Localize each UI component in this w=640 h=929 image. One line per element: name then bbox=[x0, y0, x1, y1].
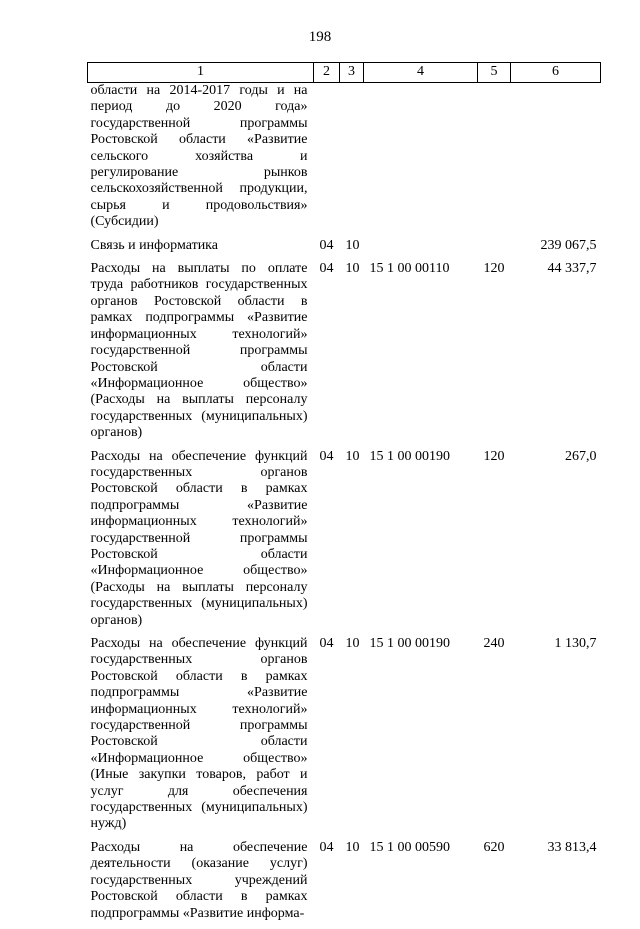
row-amount: 33 813,4 bbox=[547, 839, 597, 855]
row-description: области на 2014-2017 годы и на период до 2020 года» государственной программы Ростовской области «Развитие сельского хозяйства и регулирование рынков сельскохозяйственной продукции, сырья и продовольствия» (Субсидии) bbox=[90, 83, 308, 230]
row-amount: 239 067,5 bbox=[540, 237, 597, 253]
table-row bbox=[88, 261, 601, 448]
table-row bbox=[88, 449, 601, 636]
row-subsection: 10 bbox=[345, 237, 360, 253]
row-target-article: 15 1 00 00190 bbox=[369, 448, 450, 464]
table-row bbox=[88, 238, 601, 261]
row-description: Связь и информатика bbox=[90, 237, 218, 253]
row-subsection: 10 bbox=[345, 261, 360, 277]
row-amount bbox=[511, 83, 601, 238]
row-section: 04 bbox=[319, 839, 334, 855]
header-col-1: 1 bbox=[88, 63, 314, 83]
row-expense-type: 120 bbox=[483, 448, 505, 464]
row-description: Расходы на обеспечение функций государственных органов Ростовской области в рамках подпрограммы «Развитие информационных технологий» государственной программы Ростовской области «Информационное общество» (Иные закупки товаров, работ и услуг для обеспечения государственных (муниципальных) нужд) bbox=[90, 636, 308, 832]
row-expense-type: 620 bbox=[483, 839, 505, 855]
row-amount: 1 130,7 bbox=[554, 636, 597, 651]
row-section: 04 bbox=[319, 448, 334, 464]
row-section: 04 bbox=[319, 237, 334, 253]
row-expense-type bbox=[478, 238, 511, 261]
row-subsection bbox=[340, 83, 364, 238]
table-row bbox=[88, 83, 601, 238]
row-expense-type: 120 bbox=[483, 261, 505, 277]
header-col-3: 3 bbox=[340, 63, 364, 83]
row-expense-type: 240 bbox=[483, 636, 505, 651]
row-expense-type bbox=[478, 83, 511, 238]
page-number: 198 bbox=[308, 29, 332, 45]
row-section: 04 bbox=[319, 261, 334, 277]
header-col-4: 4 bbox=[364, 63, 478, 83]
row-target-article bbox=[364, 83, 478, 238]
row-target-article: 15 1 00 00110 bbox=[369, 261, 450, 277]
budget-table bbox=[87, 62, 601, 929]
row-section bbox=[314, 83, 340, 238]
header-col-6: 6 bbox=[511, 63, 601, 83]
row-amount: 267,0 bbox=[565, 448, 597, 464]
row-section: 04 bbox=[319, 636, 334, 651]
row-subsection: 10 bbox=[345, 448, 360, 464]
row-target-article bbox=[364, 238, 478, 261]
header-col-5: 5 bbox=[478, 63, 511, 83]
row-subsection: 10 bbox=[345, 839, 360, 855]
row-description: Расходы на выплаты по оплате труда работников государственных органов Ростовской области в рамках подпрограммы «Развитие информационных технологий» государственной программы Ростовской области «Информационное общество» (Расходы на выплаты персоналу государственных (муниципальных) органов) bbox=[90, 261, 308, 441]
row-amount: 44 337,7 bbox=[547, 261, 597, 277]
row-description: Расходы на обеспечение деятельности (оказание услуг) государственных учреждений Ростовской области в рамках подпрограммы «Развитие информа- bbox=[90, 839, 308, 921]
row-target-article: 15 1 00 00190 bbox=[369, 636, 450, 651]
table-row bbox=[88, 840, 601, 929]
row-subsection: 10 bbox=[345, 636, 360, 651]
header-col-2: 2 bbox=[314, 63, 340, 83]
row-target-article: 15 1 00 00590 bbox=[369, 839, 450, 855]
table-header-row bbox=[88, 63, 601, 83]
table-row bbox=[88, 636, 601, 840]
row-description: Расходы на обеспечение функций государственных органов Ростовской области в рамках подпрограммы «Развитие информационных технологий» государственной программы Ростовской области «Информационное общество» (Расходы на выплаты персоналу государственных (муниципальных) органов) bbox=[90, 448, 308, 628]
